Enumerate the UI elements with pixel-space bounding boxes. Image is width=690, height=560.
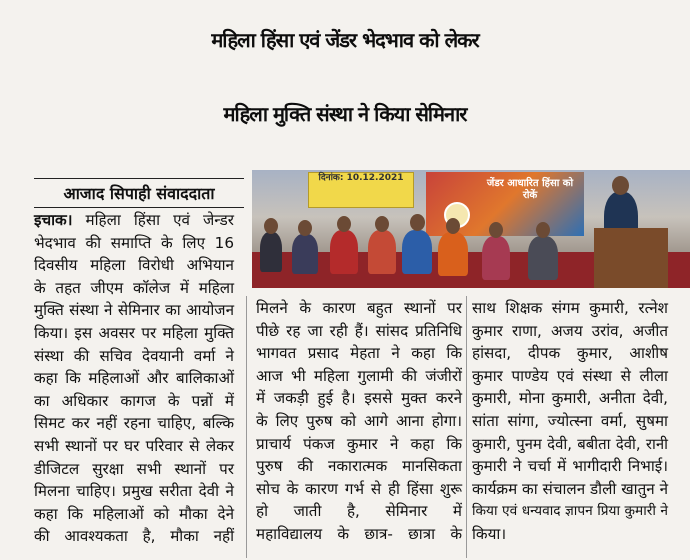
attendee-head xyxy=(489,222,503,238)
attendee xyxy=(438,232,468,276)
column-line: महाविद्यालय के छात्र- छात्रा के xyxy=(256,524,462,543)
column-line: सभी स्थानों पर घर परिवार से लेकर xyxy=(34,436,234,455)
column-line: का अधिकार कागज के पन्नों में xyxy=(34,391,234,410)
column-line: किया। इस अवसर पर महिला मुक्ति xyxy=(34,323,234,342)
column-line: मिलने के कारण बहुत स्थानों पर xyxy=(256,299,462,317)
column-line: कुमारी, पुनम देवी, बबीता देवी, रानी xyxy=(472,434,668,453)
attendee xyxy=(482,236,510,280)
column-line: के लिए पुरुष को आगे आना होगा। xyxy=(256,411,462,430)
campaign-banner-title: जेंडर आधारित हिंसा को रोकें xyxy=(486,178,574,201)
podium xyxy=(594,228,668,288)
byline: आजाद सिपाही संवाददाता xyxy=(63,184,215,203)
attendee-head xyxy=(337,216,351,232)
attendee-head xyxy=(375,216,389,232)
headline-line-2: महिला मुक्ति संस्था ने किया सेमिनार xyxy=(223,102,467,126)
yellow-banner-text: दिनांक: 10.12.2021 xyxy=(318,173,404,183)
column-line: किया। xyxy=(472,524,507,543)
column-line: भागवत प्रसाद मेहता ने कहा कि xyxy=(256,344,462,363)
column-line: के तहत जीएम कॉलेज में महिला xyxy=(34,278,234,297)
attendee-head xyxy=(536,222,550,238)
column-line: भेदभाव की समाप्ति के लिए 16 xyxy=(34,233,234,252)
column-line: कहा कि महिलाओं और बालिकाओं xyxy=(34,369,234,388)
column-line: दिवसीय महिला विरोधी अभियान xyxy=(34,256,234,275)
article-column-1 xyxy=(34,209,234,548)
attendee-head xyxy=(446,218,460,234)
column-line: साथ शिक्षक संगम कुमारी, रत्नेश xyxy=(472,299,668,317)
column-line: सोच के कारण गर्भ से ही हिंसा शुरू xyxy=(256,479,462,498)
attendee xyxy=(260,232,282,272)
column-line: सिमट कर नहीं रहना चाहिए, बल्कि xyxy=(34,414,234,433)
yellow-banner xyxy=(308,172,414,208)
column-line: सांता सांगा, ज्योत्स्ना वर्मा, सुषमा xyxy=(472,411,668,430)
headline-line-1: महिला हिंसा एवं जेंडर भेदभाव को लेकर xyxy=(211,28,479,52)
column-line: कुमार पाण्डेय एवं संस्था से लीला xyxy=(472,366,668,385)
byline-box xyxy=(34,178,244,208)
column-line: हांसदा, दीपक कुमार, आशीष xyxy=(472,344,668,363)
column-line: पीछे रह जा रही हैं। सांसद प्रतिनिधि xyxy=(256,321,462,340)
column-line: संस्था की सचिव देवयानी वर्मा ने xyxy=(34,346,234,365)
attendee-head xyxy=(298,220,312,236)
speaker-head xyxy=(612,176,629,195)
column-line: आज भी महिला गुलामी की जंजीरों xyxy=(256,366,462,385)
column-line: कहा कि महिलाओं को मौका देने xyxy=(34,504,234,523)
column-line: पुरुष की नकारात्मक मानसिकता xyxy=(256,457,462,476)
column-line: प्राचार्य पंकज कुमार ने कहा कि xyxy=(256,434,462,453)
column-line: किया एवं धन्यवाद ज्ञापन प्रिया कुमारी ने xyxy=(472,503,668,520)
article-column-3 xyxy=(472,297,668,546)
column-line: कार्यक्रम का संचालन डौली खातुन ने xyxy=(472,479,668,498)
column-line: मिलना चाहिए। प्रमुख सरीता देवी ने xyxy=(34,482,234,501)
attendee-head xyxy=(264,218,278,234)
attendee xyxy=(402,230,432,274)
column-line: डीजिटल सुरक्षा सभी स्थानों पर xyxy=(34,459,234,478)
column-line: में जकड़ी हुई है। इससे मुक्त करने xyxy=(256,389,462,408)
column-rule xyxy=(466,296,467,558)
column-line: की आवश्यकता है, मौका नहीं xyxy=(34,527,234,546)
column-line: हो जाती है, सेमिनार में xyxy=(256,502,462,521)
column-rule xyxy=(246,296,247,558)
attendee xyxy=(528,236,558,280)
dateline: इचाक। xyxy=(34,211,73,229)
attendee xyxy=(330,230,358,274)
column-line: कुमार राणा, अजय उरांव, अजीत xyxy=(472,321,668,340)
seminar-photo xyxy=(252,170,690,288)
column-line: कुमारी, मोना कुमारी, अनीता देवी, xyxy=(472,389,668,408)
column-line: महिला हिंसा एवं जेन्डर xyxy=(72,211,234,229)
column-line: मुक्ति संस्था ने सेमिनार का आयोजन xyxy=(34,301,234,320)
attendee-head xyxy=(410,214,425,231)
column-line: कुमारी ने चर्चा में भागीदारी निभाई। xyxy=(472,457,668,476)
attendee xyxy=(292,234,318,274)
attendee xyxy=(368,230,396,274)
article-column-2 xyxy=(256,297,462,546)
